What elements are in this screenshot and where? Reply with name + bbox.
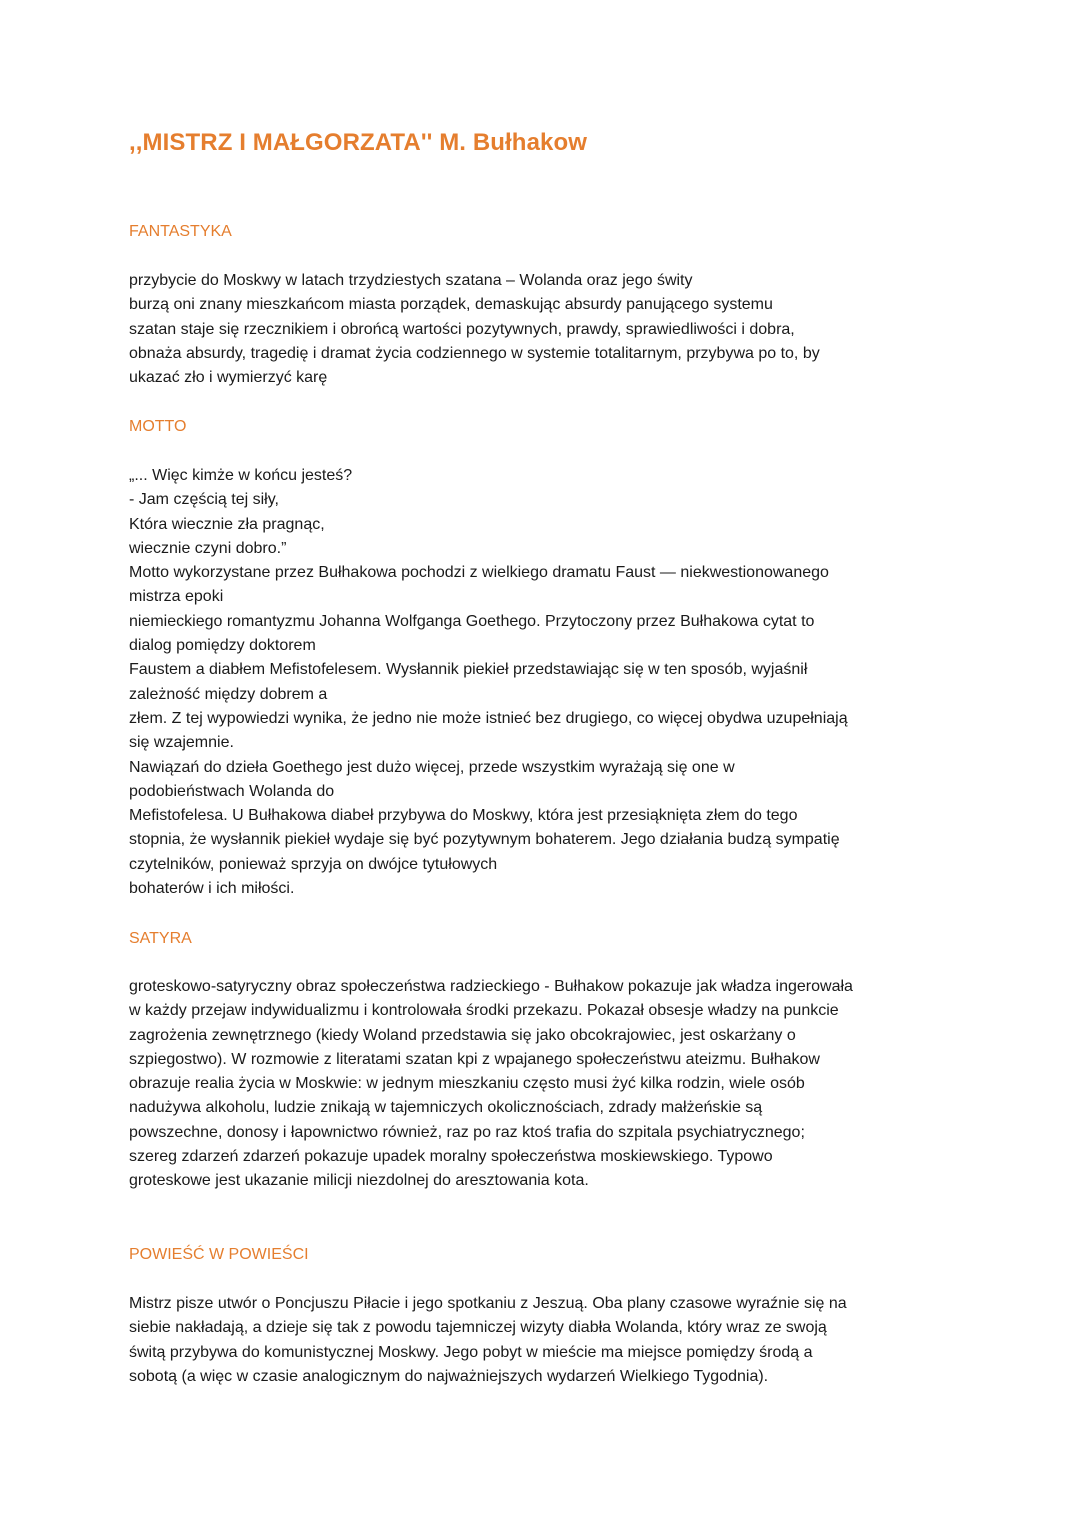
- section-body-motto: [129, 464, 959, 901]
- text-line: Która wiecznie zła pragnąc,: [129, 515, 325, 533]
- text-line: podobieństwach Wolanda do: [129, 782, 335, 800]
- section-heading-motto: MOTTO: [129, 418, 187, 435]
- text-line: czytelników, ponieważ sprzyja on dwójce tytułowych: [129, 855, 498, 873]
- text-line: szpiegostwo). W rozmowie z literatami szatan kpi z wpajanego społeczeństwu ateizmu. Bułhakow: [129, 1050, 820, 1068]
- text-line: się wzajemnie.: [129, 734, 234, 752]
- text-line: mistrza epoki: [129, 588, 224, 606]
- text-line: Nawiązań do dzieła Goethego jest dużo więcej, przede wszystkim wyrażają się one w: [129, 758, 735, 776]
- text-line: szereg zdarzeń zdarzeń pokazuje upadek moralny społeczeństwa moskiewskiego. Typowo: [129, 1148, 773, 1166]
- text-line: zależność między dobrem a: [129, 685, 328, 703]
- text-line: zagrożenia zewnętrznego (kiedy Woland przedstawia się jako obcokrajowiec, jest oskarżany o: [129, 1026, 796, 1044]
- text-line: Faustem a diabłem Mefistofelesem. Wysłannik piekieł przedstawiając się w ten sposób, wyjaśnił: [129, 661, 808, 679]
- text-line: w każdy przejaw indywidualizmu i kontrolowała środki przekazu. Pokazał obsesje władzy na punkcie: [129, 1002, 839, 1020]
- text-line: dialog pomiędzy doktorem: [129, 637, 316, 655]
- section-heading-fantastyka: FANTASTYKA: [129, 223, 232, 240]
- text-line: „... Więc kimże w końcu jesteś?: [129, 467, 353, 484]
- text-line: przybycie do Moskwy w latach trzydziestych szatana – Wolanda oraz jego świty: [129, 272, 693, 289]
- text-line: świtą przybywa do komunistycznej Moskwy. Jego pobyt w mieście ma miejsce pomiędzy środą a: [129, 1343, 813, 1361]
- text-line: stopnia, że wysłannik piekieł wydaje się być pozytywnym bohaterem. Jego działania budzą sympatię: [129, 831, 840, 849]
- text-line: burzą oni znany mieszkańcom miasta porządek, demaskując absurdy panującego systemu: [129, 296, 773, 314]
- section-body-satyra: [129, 975, 959, 1194]
- text-line: groteskowe jest ukazanie milicji niezdolnej do aresztowania kota.: [129, 1172, 589, 1190]
- text-line: wiecznie czyni dobro.”: [129, 539, 287, 557]
- text-line: obrazuje realia życia w Moskwie: w jednym mieszkaniu często musi żyć kilka rodzin, wiele osób: [129, 1075, 805, 1093]
- text-line: powszechne, donosy i łapownictwo również, raz po raz ktoś trafia do szpitala psychiatrycznego;: [129, 1123, 805, 1141]
- section-heading-powiesc-w-powiesci: POWIEŚĆ W POWIEŚCI: [129, 1246, 309, 1263]
- text-line: Motto wykorzystane przez Bułhakowa pochodzi z wielkiego dramatu Faust — niekwestionowanego: [129, 564, 829, 582]
- text-line: ukazać zło i wymierzyć karę: [129, 369, 328, 387]
- text-line: złem. Z tej wypowiedzi wynika, że jedno nie może istnieć bez drugiego, co więcej obydwa uzupełniają: [129, 709, 848, 727]
- text-line: Mistrz pisze utwór o Poncjuszu Piłacie i jego spotkaniu z Jeszuą. Oba plany czasowe wyraźnie się na: [129, 1295, 847, 1312]
- text-line: szatan staje się rzecznikiem i obrońcą wartości pozytywnych, prawdy, sprawiedliwości i dobra,: [129, 320, 795, 338]
- text-line: siebie nakładają, a dzieje się tak z powodu tajemniczej wizyty diabła Wolanda, który wraz ze swoją: [129, 1319, 827, 1337]
- text-line: Mefistofelesa. U Bułhakowa diabeł przybywa do Moskwy, która jest przesiąknięta złem do tego: [129, 807, 798, 825]
- text-line: obnaża absurdy, tragedię i dramat życia codziennego w systemie totalitarnym, przybywa po to, by: [129, 344, 820, 362]
- text-line: groteskowo-satyryczny obraz społeczeństwa radzieckiego - Bułhakow pokazuje jak władza ingerowała: [129, 978, 853, 995]
- text-line: niemieckiego romantyzmu Johanna Wolfganga Goethego. Przytoczony przez Bułhakowa cytat to: [129, 612, 815, 630]
- text-line: sobotą (a więc w czasie analogicznym do najważniejszych wydarzeń Wielkiego Tygodnia).: [129, 1367, 769, 1385]
- text-line: nadużywa alkoholu, ludzie znikają w tajemniczych okolicznościach, zdrady małżeńskie są: [129, 1099, 763, 1117]
- section-body-powiesc-w-powiesci: [129, 1292, 959, 1389]
- text-line: bohaterów i ich miłości.: [129, 880, 295, 898]
- text-line: - Jam częścią tej siły,: [129, 491, 279, 509]
- section-heading-satyra: SATYRA: [129, 930, 192, 947]
- document-title: ,,MISTRZ I MAŁGORZATA'' M. Bułhakow: [129, 129, 587, 156]
- section-body-fantastyka: [129, 269, 959, 390]
